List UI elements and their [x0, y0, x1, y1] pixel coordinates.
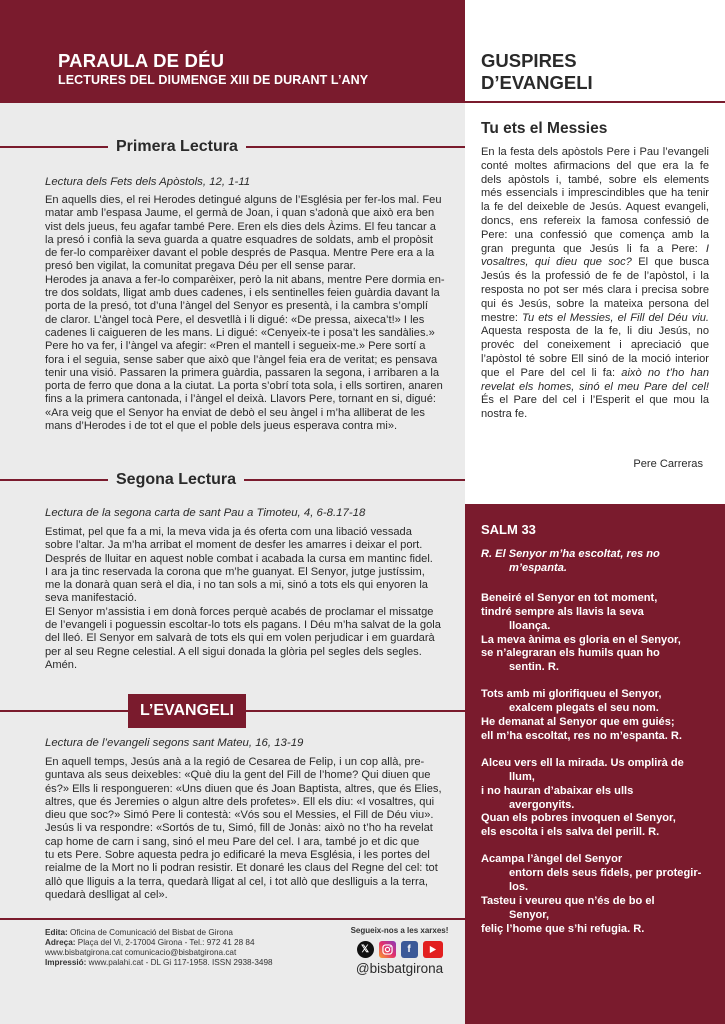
text-line: Herodes ja anava a fer-lo comparèixer, però la nit abans, mentre Pere dormia en- [45, 273, 445, 286]
header-banner [0, 0, 465, 103]
text-line: porta de la presó, tot d’una l’àngel del Senyor es presentà, i la cambra s’omplí [45, 300, 428, 313]
text-line: dieu que soc?» Simó Pere li contestà: «Vós sou el Messies, el Fill de Déu viu». [45, 809, 434, 822]
footer [0, 918, 465, 1024]
text-line: reialme de la Mort no li podran resistir. Et donaré les claus del Regne del cel: tot [45, 862, 438, 875]
text-line: Pere ho va fer, i l’àngel va afegir: «Pren el mantell i segueix-me.» Pere sortí a [45, 340, 426, 353]
text-line: tre dos soldats, lligat amb dues cadenes, i els sentinelles feien guàrdia davant la [45, 287, 440, 300]
text-line: porta de ferro que dona a la ciutat. La porta s’obrí tota sola, i ells sortiren, anaren [45, 380, 443, 393]
text-line: cap home de carn i sang, sinó el meu Pare del cel. I ara, també jo et dic que [45, 835, 420, 848]
salm-panel [465, 504, 725, 1024]
text-line: presó ben vigilat, la comunitat pregava Déu per ell sense parar. [45, 260, 356, 273]
evangeli-source: Lectura de l’evangeli segons sant Mateu, 16, 13-19 [45, 737, 304, 749]
text-line: seva manifestació. [45, 592, 137, 605]
segona-source: Lectura de la segona carta de sant Pau a Timoteu, 4, 6-8.17-18 [45, 507, 366, 519]
text-line: Amén. [45, 658, 78, 671]
text-line: fins a la primera cantonada, i l’àngel el deixà. Llavors Pere, tornant en si, digué: [45, 393, 436, 406]
primera-text [45, 194, 450, 433]
text-line: El Senyor m’assistia i em donà forces perquè acabés de proclamar el missatge [45, 605, 434, 618]
text-line: matar amb l’espasa Jaume, el germà de Joan, i quan s’adonà que això era ben [45, 207, 435, 220]
page-title: PARAULA DE DÉU [58, 50, 225, 71]
social-handle[interactable]: @bisbatgirona [355, 961, 444, 976]
guspires-article-title: Tu ets el Messies [481, 120, 608, 137]
social-block [342, 926, 457, 976]
salm-stanza: Beneiré el Senyor en tot moment, tindré sempre als llavis la seva lloança. La meva ànima es gloria en el Senyor, se n’alegraran els humils quan ho sentin. R. [481, 591, 681, 674]
text-line: vist dels jueus, feu agafar també Pere. Eren els dies dels Àzims. El feu tancar a [45, 220, 436, 233]
text-line: de claror. L’àngel tocà Pere, el desvetllà i li digué: «De pressa, aixeca’t!» I les [45, 313, 425, 326]
guspires-title: GUSPIRES D’EVANGELI [481, 50, 593, 93]
x-icon[interactable]: 𝕏 [357, 941, 374, 958]
facebook-icon[interactable]: f [401, 941, 418, 958]
text-line: I ara ja tinc reservada la corona que m’he guanyat. El Senyor, jutge justíssim, [45, 565, 425, 578]
text-line: Jesús li va respondre: «Sortós de tu, Simó, fill de Jonàs: això no t’ho ha revelat [45, 822, 433, 835]
section-title: Segona Lectura [108, 463, 244, 497]
text-line: En aquells dies, el rei Herodes detingué alguns de l’Església per fer-los mal. Feu [45, 194, 442, 206]
text-line: cadenes li caigueren de les mans. Li digué: «Cenyeix-te i posa’t les sandàlies.» [45, 326, 435, 339]
text-line: Estimat, pel que fa a mi, la meva vida ja és oferta com una libació vessada [45, 526, 412, 538]
text-line: és?» Ells li respongueren: «Uns diuen que és Joan Baptista, altres, que és Elies, [45, 782, 442, 795]
text-line: quedarà deslligat al cel». [45, 888, 168, 901]
section-title: Primera Lectura [108, 130, 246, 164]
youtube-icon[interactable] [423, 941, 443, 958]
text-line: En aquell temps, Jesús anà a la regió de Cesarea de Felip, i un cop allà, pre- [45, 756, 425, 768]
text-line: tenir una visió. Passaren la primera guàrdia, passaren la segona, i arribaren a la [45, 366, 440, 379]
salm-title: SALM 33 [481, 522, 536, 537]
guspires-header [465, 0, 725, 103]
text-line: altres, que és Jeremies o algun altre dels profetes». Ell els diu: «I vosaltres, qui [45, 795, 435, 808]
text-line: sobre l’altar. Ja m’ha arribat el moment de desfer les amarres i deixar el port. [45, 539, 423, 552]
text-line: de fer-lo comparèixer davant el poble després de Pasqua. Mentre Pere era a la [45, 247, 435, 260]
text-line: de l’evangeli i poguessin escoltar-lo tots els pagans. I Déu m’ha salvat de la gola [45, 619, 441, 632]
salm-response: R. El Senyor m’ha escoltat, res no m’espanta. [481, 548, 660, 574]
guspires-article-body: En la festa dels apòstols Pere i Pau l’evangeli conté moltes afirmacions del que era la fe dels apòstols i, també, sobre els elements més essencials i imprescindibles que ha tenir la fe del deixeble de Jesús. Aquest evangeli, doncs, ens refereix la famosa confessió de Pere: una confessió que comença amb la gran pregunta que Jesús li fa a Pere: I vosaltres, qui dieu que soc? El que busca Jesús és la professió de fe de l’apòstol, i la resposta no pot ser més clara i precisa sobre qui és Jesús, sobre la mateixa persona del mestre: Tu ets el Messies, el Fill del Déu viu. Aquesta resposta de la fe, li diu Jesús, no provéc del coneixement i apreciació que l’apòstol té sobre Ell sinó de la moció interior que el Pare del cel li fa: això no t’ho han revelat els homes, sinó el meu Pare del cel! És el Pare del cel i l’Esperit el que mou la nostra fe. [481, 146, 709, 421]
evangeli-heading [0, 694, 465, 728]
text-line: per al seu Regne celestial. A ell sigui donada la glòria pel segles dels segles. [45, 645, 422, 658]
evangeli-text [45, 756, 450, 902]
text-line: la presó i confià la seva guarda a quatre esquadres de soldats, amb el propòsit [45, 233, 433, 246]
text-line: mans d’Herodes i de tot el que el poble dels jueus esperava contra mi». [45, 420, 398, 433]
text-line: del lleó. El Senyor em salvarà de tots els qui em volen perjudicar i em guardarà [45, 632, 435, 645]
contact-links[interactable]: www.bisbatgirona.cat comunicacio@bisbatgirona.cat [45, 948, 237, 957]
salm-stanza: Acampa l’àngel del Senyor entorn dels seus fidels, per protegir- los. Tasteu i veureu que n’és de bo el Senyor, feliç l’home que s’hi refugia. R. [481, 853, 702, 935]
text-line: guntava als seus deixebles: «Què diu la gent del Fill de l’home? Qui diuen que [45, 769, 431, 782]
segona-text [45, 526, 450, 672]
salm-stanza: Tots amb mi glorifiqueu el Senyor, exalcem plegats el seu nom. He demanat al Senyor que em guiés; ell m’ha escoltat, res no m’espanta. R. [481, 688, 682, 742]
text-line: «Ara veig que el Senyor ha enviat de debò el seu àngel i m’ha alliberat de les [45, 406, 425, 419]
text-line: fora i el seguia, sense saber que això que l’àngel feia era de veritat; es pensava [45, 353, 438, 366]
salm-stanza: Alceu vers ell la mirada. Us omplirà de llum, i no hauran d’abaixar els ulls avergonyits. Quan els pobres invoquen el Senyor, els escolta i els salva del perill. R. [481, 756, 684, 839]
text-line: allò que lliguis a la terra, quedarà lligat al cel, i tot allò que deslliguis a la terra, [45, 875, 428, 888]
instagram-icon[interactable] [379, 941, 396, 958]
publisher-info: Edita: Oficina de Comunicació del Bisbat de Girona Adreça: Plaça del Vi, 2-17004 Girona - Tel.: 972 41 28 84 www.bisbatgirona.cat comunicacio@bisbatgirona.cat Impressió: www.palahi.cat - DL Gi 117-1958. ISSN 2938-3498 [45, 928, 273, 967]
primera-lectura-heading [0, 130, 465, 164]
social-label: Segueix-nos a les xarxes! [350, 926, 449, 935]
page-subtitle: LECTURES DEL DIUMENGE XIII DE DURANT L’ANY [58, 73, 369, 87]
text-line: tu ets Pere. Sobre aquesta pedra jo edificaré la meva Església, i les portes del [45, 849, 430, 862]
text-line: me la donarà quan serà el dia, i no tan sols a mi, sinó a tots els qui enyoren la [45, 579, 428, 592]
segona-lectura-heading [0, 463, 465, 497]
section-title: L’EVANGELI [128, 694, 246, 728]
primera-source: Lectura dels Fets dels Apòstols, 12, 1-11 [45, 176, 251, 188]
text-line: Després de lluitar en aquest noble combat i acabada la cursa em mantinc fidel. [45, 552, 433, 565]
article-signature: Pere Carreras [633, 458, 703, 470]
